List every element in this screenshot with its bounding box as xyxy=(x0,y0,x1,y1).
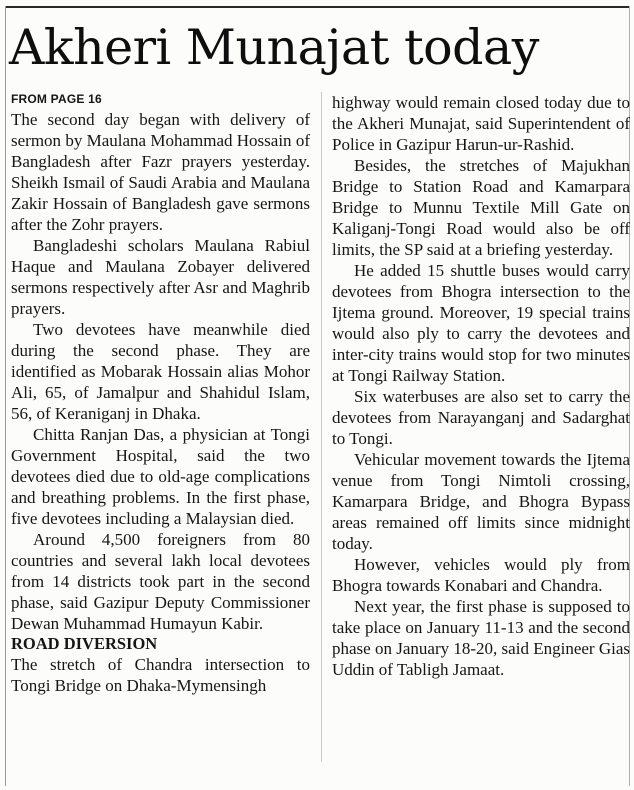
headline: Akheri Munajat today xyxy=(9,19,539,76)
paragraph-waterbuses: Six waterbuses are also set to carry the devotees from Narayanganj and Sadarghat to Tongi. xyxy=(332,387,630,448)
column-divider xyxy=(321,92,322,762)
paragraph-vehicular-movement: Vehicular movement towards the Ijtema venue from Tongi Nimtoli crossing, Kamarpara Bridge, and Bhogra Bypass areas remained off limits since midnight today. xyxy=(332,450,630,553)
paragraph-sermons: The second day began with delivery of sermon by Maulana Mohammad Hossain of Bangladesh after Fazr prayers yesterday. Sheikh Ismail of Saudi Arabia and Maulana Zakir Hossain of Bangladesh gave sermons after the Zohr prayers. xyxy=(11,110,310,234)
paragraph-highway-continued: highway would remain closed today due to the Akheri Munajat, said Superintendent of Police in Gazipur Harun-ur-Rashid. xyxy=(332,93,630,154)
paragraph-shuttle-buses: He added 15 shuttle buses would carry devotees from Bhogra intersection to the Ijtema ground. Moreover, 19 special trains would also ply to carry the devotees and inter-city trains would stop for two minutes at Tongi Railway Station. xyxy=(332,261,630,385)
paragraph-next-year: Next year, the first phase is supposed to take place on January 11-13 and the second phase on January 18-20, said Engineer Gias Uddin of Tabligh Jamaat. xyxy=(332,597,630,679)
kicker-from-page: FROM PAGE 16 xyxy=(11,92,102,106)
paragraph-scholars: Bangladeshi scholars Maulana Rabiul Haque and Maulana Zobayer delivered sermons respectively after Asr and Maghrib prayers. xyxy=(11,236,310,318)
paragraph-physician: Chitta Ranjan Das, a physician at Tongi Government Hospital, said the two devotees died due to old-age complications and breathing problems. In the first phase, five devotees including a Malaysian died. xyxy=(11,425,310,528)
paragraph-road-stretches: Besides, the stretches of Majukhan Bridge to Station Road and Kamarpara Bridge to Munnu Textile Mill Gate on Kaliganj-Tongi Road would also be off limits, the SP said at a briefing yesterday. xyxy=(332,156,630,259)
paragraph-foreigners: Around 4,500 foreigners from 80 countries and several lakh local devotees from 14 districts took part in the second phase, said Gazipur Deputy Commissioner Dewan Muhammad Humayun Kabir. xyxy=(11,530,310,633)
right-column xyxy=(332,92,630,680)
paragraph-vehicles-ply: However, vehicles would ply from Bhogra towards Konabari and Chandra. xyxy=(332,555,630,595)
left-border-rule xyxy=(5,6,6,786)
top-border-rule xyxy=(5,6,630,8)
subhead-road-diversion: ROAD DIVERSION xyxy=(11,634,158,653)
paragraph-road-diversion: The stretch of Chandra intersection to Tongi Bridge on Dhaka-Mymensingh xyxy=(11,655,310,695)
left-column xyxy=(11,92,310,696)
paragraph-devotees-died: Two devotees have meanwhile died during the second phase. They are identified as Mobarak Hossain alias Mohor Ali, 65, of Jamalpur and Shahidul Islam, 56, of Keraniganj in Dhaka. xyxy=(11,320,310,423)
